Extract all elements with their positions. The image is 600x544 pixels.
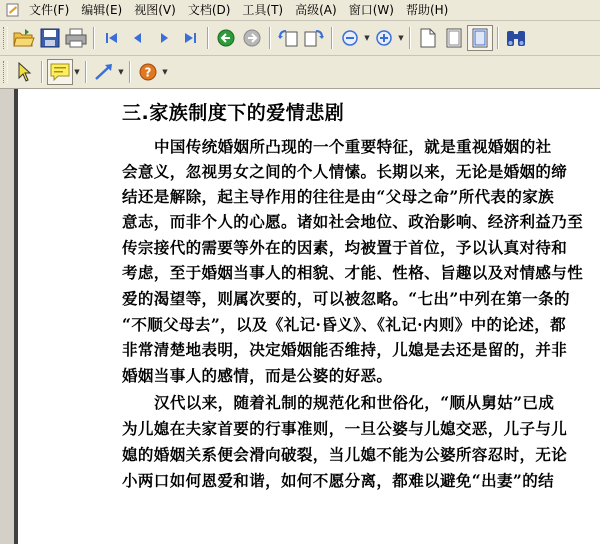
toolbar-grip[interactable]	[3, 27, 8, 49]
section-heading: 三.家族制度下的爱情悲剧	[122, 102, 345, 124]
zoom-out-dropdown[interactable]: ▼	[364, 34, 370, 42]
first-page-icon	[104, 30, 120, 46]
app-icon	[6, 3, 20, 17]
fit-width-icon	[472, 28, 488, 48]
last-page-button[interactable]	[177, 25, 203, 51]
binoculars-icon	[505, 28, 527, 48]
menu-window[interactable]: 窗口(W)	[348, 3, 394, 17]
toolbar-separator	[207, 27, 209, 49]
last-page-icon	[182, 30, 198, 46]
toolbar-separator	[41, 61, 43, 83]
navigation-gutter	[0, 89, 14, 544]
note-tool-button[interactable]	[47, 59, 73, 85]
zoom-out-icon	[341, 29, 359, 47]
toolbar-separator	[497, 27, 499, 49]
open-button[interactable]	[11, 25, 37, 51]
toolbar-separator	[269, 27, 271, 49]
fit-page-button[interactable]	[441, 25, 467, 51]
find-button[interactable]	[503, 25, 529, 51]
next-page-icon	[156, 30, 172, 46]
text-line: 非常清楚地表明，决定婚姻能否维持，儿媳是去还是留的，并非	[122, 340, 568, 359]
text-line: 爱的渴望等，则属次要的，可以被忽略。“七出”中列在第一条的	[122, 289, 570, 308]
text-line: 媳的婚姻关系便会滑向破裂，当儿媳不能为公婆所容忍时，无论	[122, 445, 568, 464]
text-line: 婚姻当事人的感情，而是公婆的好恶。	[122, 366, 393, 385]
toolbar-separator	[93, 27, 95, 49]
zoom-in-button[interactable]	[371, 25, 397, 51]
forward-button[interactable]	[239, 25, 265, 51]
next-page-button[interactable]	[151, 25, 177, 51]
menu-file[interactable]: 文件(F)	[29, 3, 70, 17]
main-toolbar	[0, 21, 600, 56]
back-icon	[217, 29, 235, 47]
note-icon	[50, 63, 70, 81]
help-button[interactable]	[135, 59, 161, 85]
zoom-out-button[interactable]	[337, 25, 363, 51]
menu-bar	[0, 0, 600, 21]
rotate-ccw-button[interactable]	[275, 25, 301, 51]
fit-width-button[interactable]	[467, 25, 493, 51]
menu-view[interactable]: 视图(V)	[134, 3, 176, 17]
toolbar-separator	[85, 61, 87, 83]
rotate-ccw-icon	[277, 28, 299, 48]
toolbar-grip[interactable]	[3, 61, 8, 83]
menu-tools[interactable]: 工具(T)	[242, 3, 284, 17]
text-line: 中国传统婚姻所凸现的一个重要特征，就是重视婚姻的社	[154, 137, 552, 156]
menu-document[interactable]: 文档(D)	[187, 3, 231, 17]
menu-edit[interactable]: 编辑(E)	[81, 3, 123, 17]
text-line: 汉代以来，随着礼制的规范化和世俗化，“顺从舅姑”已成	[154, 393, 555, 412]
select-arrow-icon	[16, 62, 32, 82]
text-line: 考虑，至于婚姻当事人的相貌、才能、性格、旨趣以及对情感与性	[122, 263, 584, 282]
zoom-in-dropdown[interactable]: ▼	[398, 34, 404, 42]
text-line: “不顺父母去”，以及《礼记·昏义》、《礼记·内则》中的论述，都	[122, 315, 567, 334]
save-icon	[40, 28, 60, 48]
menu-help[interactable]: 帮助(H)	[405, 3, 449, 17]
prev-page-icon	[130, 30, 146, 46]
svg-text:?: ?	[144, 65, 152, 80]
document-page	[18, 89, 600, 544]
text-line: 会意义，忽视男女之间的个人情愫。长期以来，无论是婚姻的缔	[122, 162, 568, 181]
text-line: 为儿媳在夫家首要的行事准则，一旦公婆与儿媳交恶，儿子与儿	[122, 419, 568, 438]
draw-tool-dropdown[interactable]: ▼	[118, 68, 124, 76]
help-dropdown[interactable]: ▼	[162, 68, 168, 76]
prev-page-button[interactable]	[125, 25, 151, 51]
text-line: 意志，而非个人的心愿。诸如社会地位、政治影响、经济利益乃至	[122, 212, 584, 231]
zoom-in-icon	[375, 29, 393, 47]
annotation-toolbar	[0, 56, 600, 89]
draw-tool-button[interactable]	[91, 59, 117, 85]
menu-advanced[interactable]: 高级(A)	[295, 3, 337, 17]
print-button[interactable]	[63, 25, 89, 51]
actual-size-button[interactable]	[415, 25, 441, 51]
toolbar-separator	[129, 61, 131, 83]
pen-arrow-icon	[94, 63, 114, 81]
save-button[interactable]	[37, 25, 63, 51]
text-line: 结还是解除，起主导作用的往往是由“父母之命”所代表的家族	[122, 187, 555, 206]
help-icon	[139, 63, 157, 81]
note-tool-dropdown[interactable]: ▼	[74, 68, 80, 76]
select-tool-button[interactable]	[11, 59, 37, 85]
back-button[interactable]	[213, 25, 239, 51]
rotate-cw-icon	[303, 28, 325, 48]
print-icon	[65, 28, 87, 48]
forward-icon	[243, 29, 261, 47]
rotate-cw-button[interactable]	[301, 25, 327, 51]
fit-page-icon	[446, 28, 462, 48]
text-line: 小两口如何恩爱和谐，如何不愿分离，都难以避免“出妻”的结	[122, 471, 555, 490]
toolbar-separator	[409, 27, 411, 49]
open-icon	[13, 28, 35, 48]
toolbar-separator	[331, 27, 333, 49]
actual-size-icon	[420, 28, 436, 48]
first-page-button[interactable]	[99, 25, 125, 51]
text-line: 传宗接代的需要等外在的因素，均被置于首位，予以认真对待和	[122, 238, 568, 257]
